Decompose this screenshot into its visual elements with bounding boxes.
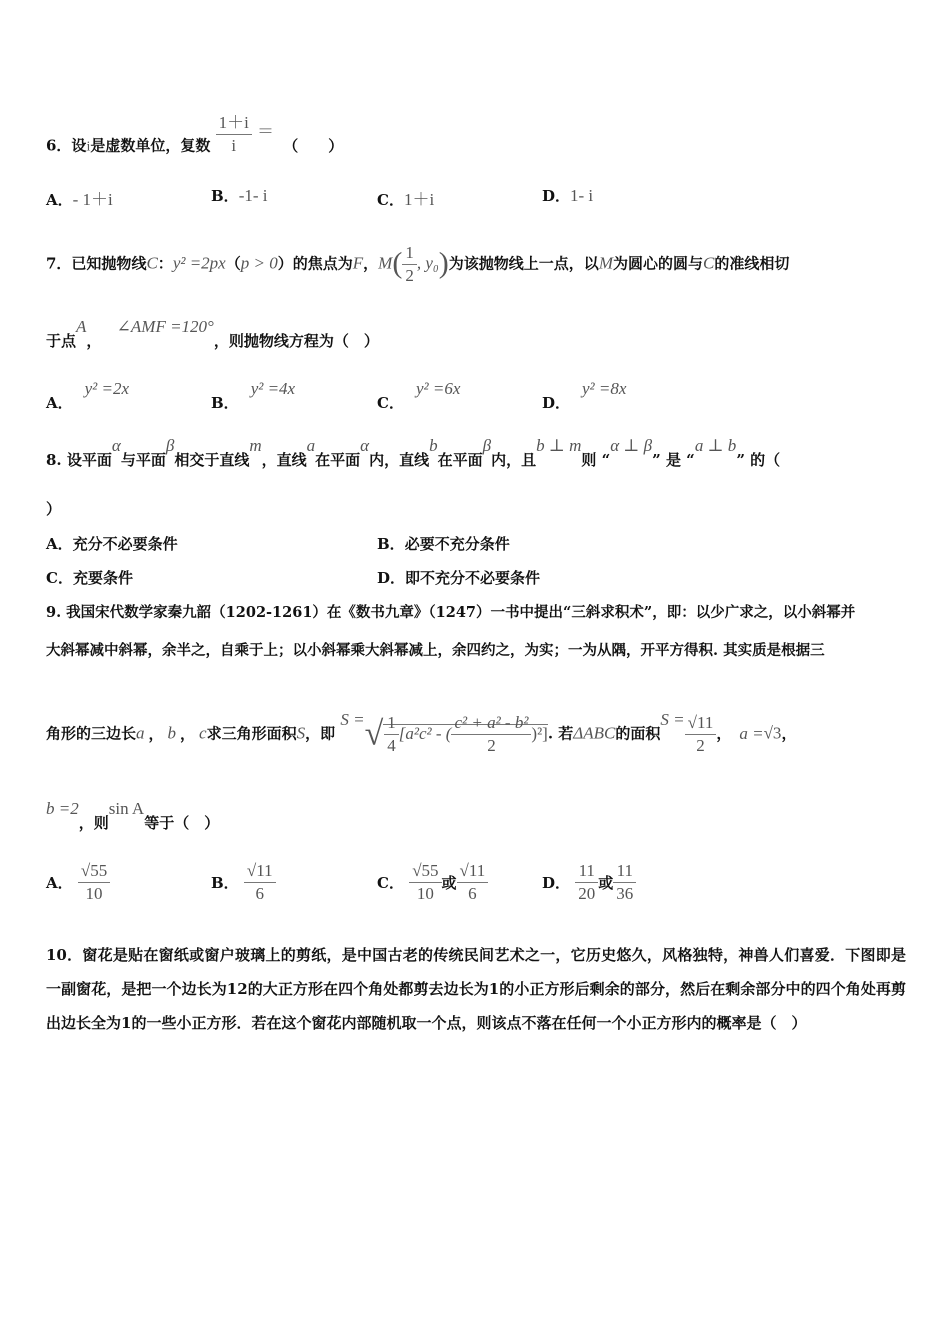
- q9-formula-body1: [a²c² - (: [398, 723, 452, 743]
- q8-t9: 则 “: [581, 451, 611, 469]
- q9-formula-s: S =: [340, 709, 365, 729]
- q9-area-num: √11: [685, 712, 717, 735]
- q8-option-d-value: 即不充分不必要条件: [405, 569, 541, 587]
- q9-option-d-fraction1: [575, 860, 598, 905]
- q9-option-d-num1: 11: [575, 860, 598, 883]
- q7-prefix: 7．已知抛物线: [46, 254, 147, 273]
- q8-option-b-value: 必要不充分条件: [404, 535, 510, 553]
- q6-prefix: 6．设: [46, 136, 87, 155]
- q6-option-a[interactable]: [46, 185, 113, 210]
- q7-option-c-value: y² =6x: [415, 379, 461, 398]
- q9-a-val: √3: [763, 723, 782, 743]
- q8-t1: 8. 设平面: [46, 451, 112, 469]
- q7-angle: ∠AMF =120°: [116, 317, 214, 336]
- q6-frac-num: 1＋i: [216, 112, 252, 135]
- q9-option-b[interactable]: [211, 860, 276, 905]
- q8-beta2: β: [482, 436, 492, 455]
- q8-option-a-value: 充分不必要条件: [72, 535, 178, 553]
- q8-t6: 内，直线: [369, 451, 430, 469]
- q7-point-a: A: [76, 317, 87, 336]
- q9-inner-den: 2: [487, 736, 496, 755]
- q7-option-b-label: B．: [211, 394, 239, 412]
- q9-a-eq: a =: [739, 723, 764, 743]
- q7-stem-line2: [46, 317, 379, 351]
- q9-area-den: 2: [696, 736, 705, 755]
- q6-fraction: [216, 112, 252, 157]
- q9-option-b-fraction: [244, 860, 276, 905]
- q7-curve-c: C: [146, 253, 158, 273]
- q8-t10: ” 是 “: [652, 451, 695, 469]
- q9-l3-e: 的面积: [615, 724, 661, 743]
- q8-t11: ” 的（: [736, 451, 781, 469]
- q8-stem-line1: [46, 436, 781, 470]
- q9-l3-d: . 若: [547, 724, 574, 743]
- q7-option-d-label: D．: [542, 394, 571, 412]
- q8-option-c-label: C．: [46, 569, 73, 587]
- q9-formula-body2: )²]: [531, 723, 548, 743]
- q8-t5: 在平面: [315, 451, 361, 469]
- q8-t3: 相交于直线: [174, 451, 250, 469]
- q8-option-b-label: B．: [377, 535, 405, 553]
- q8-line-a: a: [306, 436, 316, 455]
- q7-option-b-value: y² =4x: [250, 379, 296, 398]
- q6-blank: （ ）: [283, 136, 344, 155]
- q9-option-b-label: B．: [211, 874, 239, 892]
- q7-m-x-den: 2: [405, 266, 414, 285]
- q7-point-m: M: [378, 253, 393, 273]
- q9-l3-b: 求三角形面积: [206, 724, 297, 743]
- q7-stem2: 为该抛物线上一点，以: [448, 254, 599, 273]
- q8-line-b: b: [429, 436, 438, 455]
- q9-option-c-den2: 6: [468, 884, 477, 903]
- q9-option-d-den2: 36: [616, 884, 634, 903]
- q9-radicand: [383, 713, 548, 755]
- q9-option-d-den1: 20: [578, 884, 596, 903]
- q8-line-m: m: [249, 436, 262, 455]
- q9-inner-num: c² + a² - b²: [451, 712, 531, 735]
- q7-option-d-value: y² =8x: [582, 379, 627, 398]
- q8-option-d[interactable]: [377, 567, 540, 588]
- q9-area-s: S: [296, 723, 306, 743]
- q9-b-eq: b =2: [46, 799, 79, 818]
- q9-comma: ，: [716, 724, 732, 743]
- q9-quarter-fraction: [384, 712, 399, 757]
- q7-option-a-value: y² =2x: [84, 379, 130, 398]
- q9-option-c[interactable]: [377, 860, 488, 905]
- q10-stem: 10．窗花是贴在窗纸或窗户玻璃上的剪纸，是中国古老的传统民间艺术之一，它历史悠久，风格独特，神兽人们喜爱．下图即是一副窗花，是把一个边长为12的大正方形在四个角处都剪去边长为1的小正方形后剩余的部分，然后在剩余部分中的四个角处再剪出边长全为1的一些小正方形．若在这个窗花内部随机取一个点，则该点不落在任何一个小正方形内的概率是（ ）: [46, 946, 906, 1032]
- q6-stem: [46, 113, 344, 169]
- q8-t12: ）: [46, 500, 62, 518]
- q8-option-a[interactable]: [46, 533, 178, 554]
- q7-curve-c2: C: [703, 253, 715, 273]
- q6-option-d-label: D．: [542, 187, 571, 205]
- q6-option-c-value: 1＋i: [403, 190, 435, 209]
- q9-option-c-label: C．: [377, 874, 404, 892]
- q9-option-d-fraction2: [613, 860, 636, 905]
- q7-focus-f: F: [352, 253, 364, 273]
- q7-stem-line1: [46, 242, 789, 287]
- q9-area-fraction: [685, 712, 717, 757]
- q7-option-c[interactable]: [377, 379, 461, 413]
- q7-paren-left: (: [392, 246, 403, 280]
- q7-option-c-label: C．: [377, 394, 404, 412]
- q7-option-a[interactable]: [46, 379, 130, 413]
- q9-l3-a: 角形的三边长: [46, 724, 137, 743]
- q7-cond-close: ）的焦点为: [277, 254, 353, 273]
- q8-alpha: α: [111, 436, 121, 455]
- q9-option-c-den1: 10: [416, 884, 434, 903]
- q7-condition: p > 0: [240, 253, 278, 273]
- q9-line2: 大斜幂减中斜幂，余半之，自乘于上；以小斜幂乘大斜幂减上，余四约之，为实；一为从隅，开平方得积. 其实质是根据三: [46, 642, 825, 659]
- q7-center-m: M: [598, 253, 613, 273]
- q9-inner-fraction: [451, 712, 531, 757]
- q8-option-b[interactable]: [377, 533, 510, 554]
- q6-equals: ＝: [257, 121, 275, 141]
- q7-parabola-eq: y² =2px: [172, 253, 226, 273]
- q9-option-c-num2: √11: [457, 860, 489, 883]
- q8-option-a-label: A．: [46, 535, 73, 553]
- q9-line4: [46, 799, 220, 833]
- q9-option-c-or: 或: [441, 874, 457, 892]
- q8-beta: β: [165, 436, 175, 455]
- q6-frac-den: i: [231, 136, 237, 155]
- q8-b-perp-m: b ⊥ m: [536, 436, 582, 455]
- q9-option-a-num: √55: [78, 860, 110, 883]
- q8-option-c-value: 充要条件: [72, 569, 133, 587]
- q9-option-a-label: A．: [46, 874, 73, 892]
- q6-option-d-value: 1- i: [570, 186, 594, 205]
- q7-comma2: ，: [86, 332, 102, 350]
- q7-line2-pre: 于点: [46, 332, 77, 350]
- q8-a-perp-b: a ⊥ b: [694, 436, 737, 455]
- q9-option-d[interactable]: [542, 860, 636, 905]
- q8-t2: 与平面: [120, 451, 166, 469]
- q9-option-a-den: 10: [85, 884, 103, 903]
- q7-option-a-label: A．: [46, 394, 73, 412]
- q6-option-b[interactable]: [211, 185, 267, 206]
- q7-cond-open: （: [225, 254, 241, 273]
- q8-option-c[interactable]: [46, 567, 133, 588]
- q9-option-a[interactable]: [46, 860, 110, 905]
- q9-option-c-fraction1: [409, 860, 441, 905]
- q7-colon: ：: [157, 254, 173, 273]
- q9-side-a: a: [136, 723, 145, 743]
- q7-paren-right: ): [438, 246, 449, 280]
- q7-line2-post: ，则抛物线方程为（ ）: [213, 332, 379, 350]
- q9-option-c-num1: √55: [409, 860, 441, 883]
- q8-t7: 在平面: [437, 451, 483, 469]
- q9-option-d-label: D．: [542, 874, 571, 892]
- q9-option-d-or: 或: [598, 874, 614, 892]
- q9-line1: 9. 我国宋代数学家秦九韶（1202-1261）在《数书九章》（1247）一书中提出“三斜求积术”，即：以少广求之，以小斜幂并: [46, 604, 856, 621]
- q7-m-x-fraction: [402, 242, 417, 287]
- q9-option-a-fraction: [78, 860, 110, 905]
- q9-option-c-fraction2: [457, 860, 489, 905]
- q8-stem-line2: [46, 498, 61, 519]
- q9-option-d-num2: 11: [613, 860, 636, 883]
- q7-stem4: 的准线相切: [714, 254, 790, 273]
- q8-t4: ，直线: [261, 451, 307, 469]
- q9-radical-sign: √: [364, 715, 384, 753]
- q8-alpha2: α: [360, 436, 370, 455]
- q9-area-eq: S =: [660, 709, 685, 729]
- q6-imag-unit: i: [86, 139, 91, 155]
- q8-option-d-label: D．: [377, 569, 406, 587]
- q6-option-a-value: - 1＋i: [72, 190, 113, 209]
- q9-quarter-num: 1: [384, 712, 399, 735]
- q6-option-b-label: B．: [211, 187, 239, 205]
- q9-triangle: ΔABC: [573, 723, 616, 743]
- q6-mid: 是虚数单位，复数: [90, 136, 211, 155]
- q6-option-c-label: C．: [377, 191, 404, 209]
- q9-sin-a: sin A: [108, 799, 145, 818]
- q9-quarter-den: 4: [387, 736, 396, 755]
- q9-side-c: c: [199, 723, 207, 743]
- q7-stem3: 为圆心的圆与: [612, 254, 703, 273]
- q7-option-d[interactable]: [542, 379, 627, 413]
- q9-l3-c: ，即: [305, 724, 336, 743]
- q7-comma: ，: [363, 254, 379, 273]
- q9-option-b-den: 6: [255, 884, 265, 903]
- q7-option-b[interactable]: [211, 379, 296, 413]
- q8-alpha-perp-beta: α ⊥ β: [610, 436, 653, 455]
- q6-option-b-value: -1- i: [238, 186, 268, 205]
- q8-t8: 内，且: [491, 451, 537, 469]
- q9-option-b-num: √11: [244, 860, 276, 883]
- q9-comma2: ，: [781, 724, 797, 743]
- q7-m-x-num: 1: [402, 242, 417, 265]
- q9-l4-b: 等于（ ）: [144, 814, 220, 832]
- q9-line3: 角形的三边长a ， b ， c求三角形面积S，即 S =√ $\frac{1}{4}$ [a²c² - ( $\frac{\text{c² + a² - b²}}{2}$ )²]. 若ΔABC的面积S = $\frac{√11}{2}$ ， a =√3，: [46, 709, 797, 755]
- q9-l4-a: ，则: [78, 814, 109, 832]
- q9-side-b: b: [167, 723, 177, 743]
- q6-option-c[interactable]: [377, 185, 434, 210]
- q6-option-d[interactable]: [542, 185, 593, 206]
- q6-option-a-label: A．: [46, 191, 73, 209]
- q7-m-y: , y₀: [416, 253, 439, 273]
